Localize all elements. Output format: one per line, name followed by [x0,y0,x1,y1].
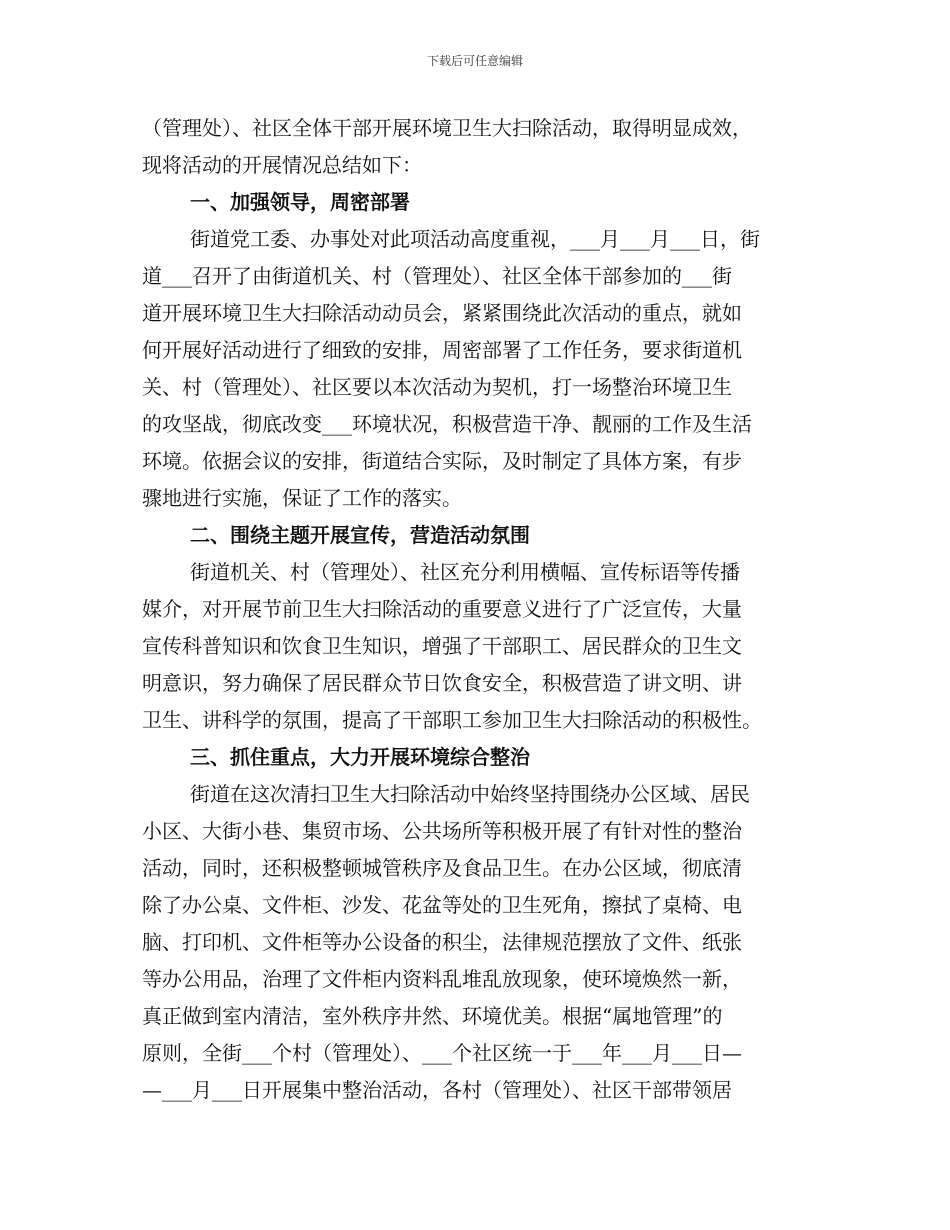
text-line: 活动，同时，还积极整顿城管秩序及食品卫生。在办公区域，彻底清 [142,856,742,880]
text-line: 明意识，努力确保了居民群众节日饮食安全，积极营造了讲文明、讲 [142,671,742,695]
section-heading-2: 二、围绕主题开展宣传，营造活动氛围 [190,523,530,547]
text-line: 宣传科普知识和饮食卫生知识，增强了干部职工、居民群众的卫生文 [142,634,742,658]
text-line: 的攻坚战，彻底改变___环境状况，积极营造干净、靓丽的工作及生活 [142,412,752,436]
text-line: 道开展环境卫生大扫除活动动员会，紧紧围绕此次活动的重点，就如 [142,301,742,325]
text-line: 环境。依据会议的安排，街道结合实际，及时制定了具体方案，有步 [142,449,742,473]
paragraph-start: 街道机关、村（管理处）、社区充分利用横幅、宣传标语等传播 [190,560,740,584]
text-line: 脑、打印机、文件柜等办公设备的积尘，法律规范摆放了文件、纸张 [142,930,742,954]
text-line: 现将活动的开展情况总结如下： [142,153,422,177]
text-line: 道___召开了由街道机关、村（管理处）、社区全体干部参加的___街 [142,264,732,288]
text-line: —___月___日开展集中整治活动，各村（管理处）、社区干部带领居 [142,1078,732,1102]
text-line: 真正做到室内清洁，室外秩序井然、环境优美。根据“属地管理”的 [142,1004,723,1028]
text-line: 媒介，对开展节前卫生大扫除活动的重要意义进行了广泛宣传，大量 [142,597,742,621]
document-body [142,110,832,1109]
text-line: 关、村（管理处）、社区要以本次活动为契机，打一场整治环境卫生 [142,375,732,399]
section-heading-1: 一、加强领导，周密部署 [190,190,410,214]
text-line: 等办公用品，治理了文件柜内资料乱堆乱放现象，使环境焕然一新， [142,967,742,991]
text-line: （管理处）、社区全体干部开展环境卫生大扫除活动，取得明显成效， [142,116,752,140]
paragraph-start: 街道党工委、办事处对此项活动高度重视，___月___月___日，街 [190,227,760,251]
text-line: 小区、大街小巷、集贸市场、公共场所等积极开展了有针对性的整治 [142,819,742,843]
text-line: 骤地进行实施，保证了工作的落实。 [142,486,462,510]
text-line: 何开展好活动进行了细致的安排，周密部署了工作任务，要求街道机 [142,338,742,362]
text-line: 卫生、讲科学的氛围，提高了干部职工参加卫生大扫除活动的积极性。 [142,708,762,732]
text-line: 原则，全街___个村（管理处）、___个社区统一于___年___月___日— [142,1041,742,1065]
section-heading-3: 三、抓住重点，大力开展环境综合整治 [190,745,530,769]
page-header: 下载后可任意编辑 [426,54,523,68]
paragraph-start: 街道在这次清扫卫生大扫除活动中始终坚持围绕办公区域、居民 [190,782,750,806]
text-line: 除了办公桌、文件柜、沙发、花盆等处的卫生死角，擦拭了桌椅、电 [142,893,742,917]
